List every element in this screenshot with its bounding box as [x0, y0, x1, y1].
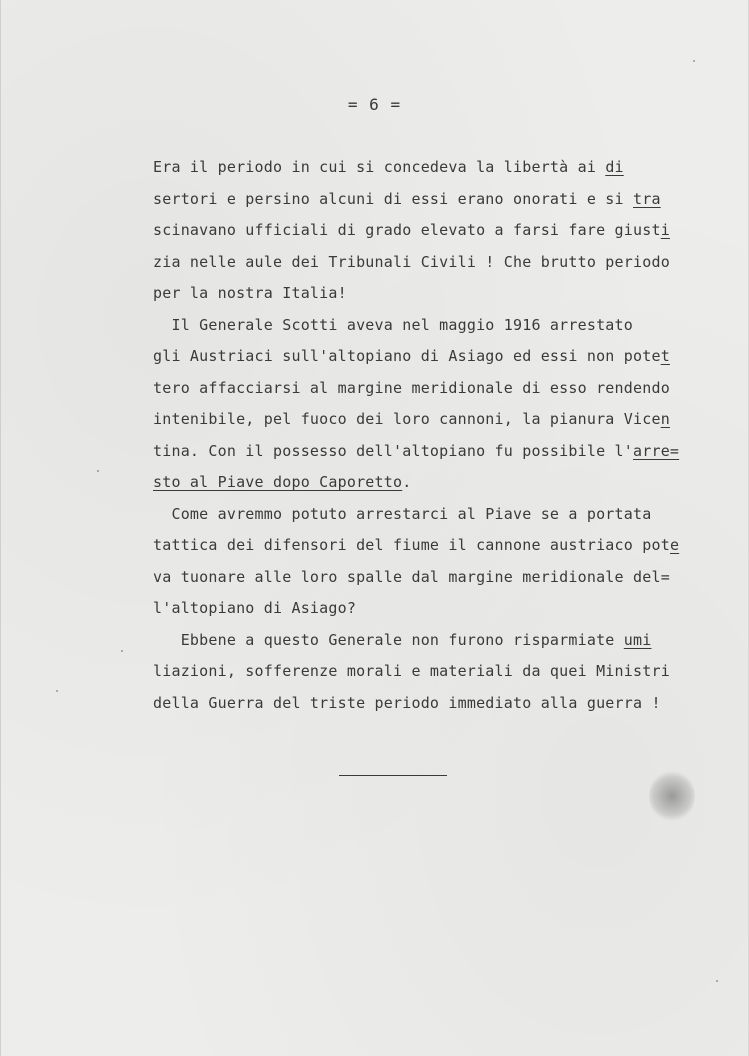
text-line	[153, 310, 673, 342]
text-line	[153, 656, 673, 688]
underlined-text: umi	[623, 630, 652, 649]
page-number: = 6 =	[347, 95, 402, 114]
underlined-text: di	[605, 158, 624, 176]
text-line	[153, 593, 673, 625]
text-line	[153, 530, 680, 562]
text-segment: gli Austriaci sull'altopiano di Asiago ed essi non pote	[153, 347, 661, 365]
paper-speck	[693, 60, 695, 62]
text-segment: Come avremmo potuto arrestarci al Piave se a portata	[153, 504, 652, 523]
paper-speck	[97, 470, 99, 472]
text-line	[153, 184, 673, 216]
text-segment: sertori e persino alcuni di essi erano onorati e si	[153, 189, 633, 208]
text-line	[153, 215, 673, 247]
closing-rule	[339, 775, 447, 776]
text-line	[153, 467, 673, 499]
text-segment: zia nelle aule dei Tribunali Civili ! Che brutto periodo	[153, 252, 670, 271]
text-segment: liazioni, sofferenze morali e materiali da quei Ministri	[153, 662, 670, 680]
text-segment: Era il periodo in cui si concedeva la libertà ai	[153, 158, 606, 176]
text-line	[153, 625, 673, 657]
ink-stain	[649, 770, 695, 822]
underlined-text: e	[669, 536, 680, 554]
text-line	[153, 341, 673, 373]
paper-speck	[716, 980, 718, 982]
text-segment: tattica dei difensori del fiume il cannone austriaco pot	[153, 536, 670, 554]
text-segment: va tuonare alle loro spalle dal margine meridionale del=	[153, 567, 670, 586]
text-line	[153, 436, 680, 468]
text-line	[153, 373, 673, 405]
text-segment: tina. Con il possesso dell'altopiano fu possibile l'	[153, 441, 633, 460]
text-line	[153, 278, 673, 310]
paper-speck	[121, 650, 123, 652]
text-segment: Il Generale Scotti aveva nel maggio 1916 arrestato	[153, 315, 633, 334]
underlined-text: tra	[633, 189, 661, 208]
underlined-text: sto al Piave dopo Caporetto	[153, 473, 403, 491]
text-segment: scinavano ufficiali di grado elevato a farsi fare giust	[153, 221, 661, 239]
underlined-text: arre=	[633, 441, 680, 460]
text-segment: Ebbene a questo Generale non furono risparmiate	[153, 630, 624, 649]
text-segment: tero affacciarsi al margine meridionale di esso rendendo	[153, 378, 670, 397]
text-line	[153, 499, 673, 531]
underlined-text: n	[660, 410, 670, 428]
text-line	[153, 152, 673, 184]
text-segment: .	[402, 473, 412, 491]
body-text	[153, 152, 680, 719]
text-segment: per la nostra Italia!	[153, 284, 347, 302]
text-segment: della Guerra del triste periodo immediato alla guerra !	[153, 693, 661, 712]
paper-speck	[56, 690, 58, 692]
text-line	[153, 688, 673, 720]
underlined-text: i	[660, 221, 670, 239]
text-line	[153, 404, 673, 436]
text-line	[153, 562, 673, 594]
text-line	[153, 247, 673, 279]
text-segment: l'altopiano di Asiago?	[153, 599, 357, 617]
underlined-text: t	[660, 347, 670, 365]
text-segment: intenibile, pel fuoco dei loro cannoni, la pianura Vice	[153, 410, 661, 428]
